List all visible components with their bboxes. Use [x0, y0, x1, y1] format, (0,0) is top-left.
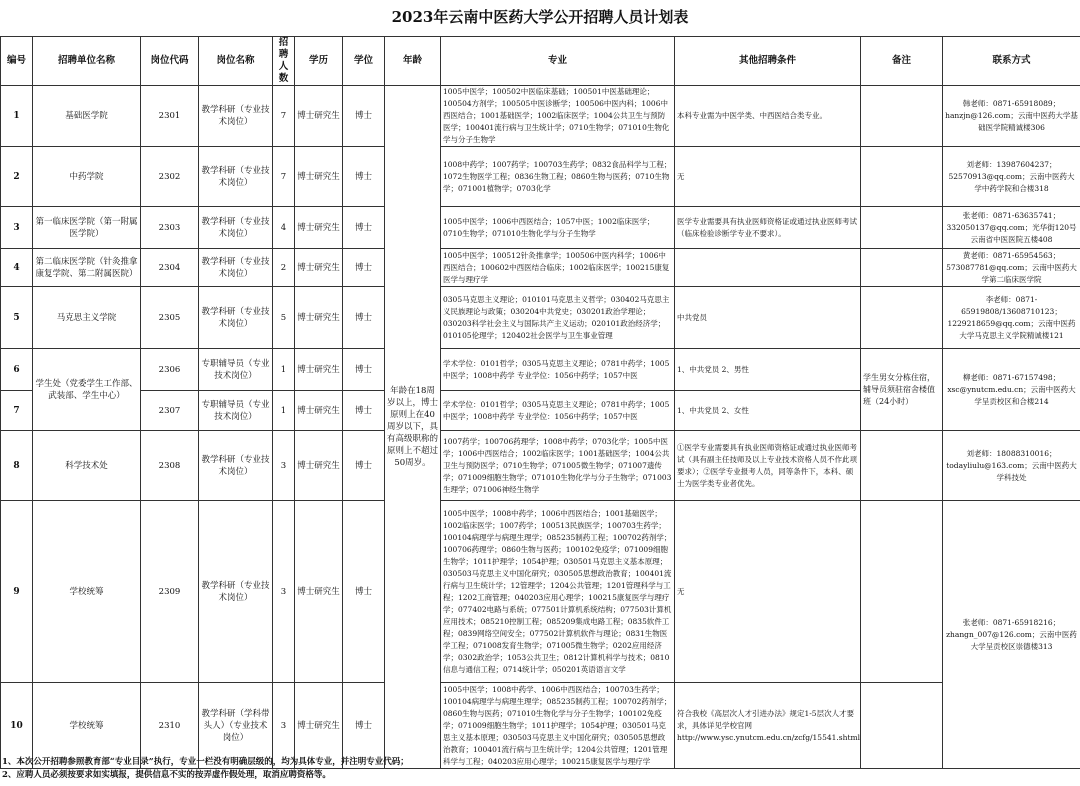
- row-contact: 张老师：0871-65918216；zhangn_007@126.com；云南中医药大学呈贡校区崇德楼313: [943, 501, 1080, 769]
- row-edu: 博士研究生: [295, 683, 343, 769]
- row-code: 2306: [141, 349, 199, 391]
- header-degree: 学位: [343, 37, 385, 86]
- table-row: [1, 249, 1080, 287]
- row-no: 4: [1, 249, 33, 287]
- row-major: 学术学位：0101哲学；0305马克思主义理论；0781中药学；1005中医学；1008中药学 专业学位：1056中药学；1057中医: [441, 349, 675, 391]
- row-count: 1: [273, 349, 295, 391]
- row-edu: 博士研究生: [295, 287, 343, 349]
- row-count: 2: [273, 249, 295, 287]
- header-unit: 招聘单位名称: [33, 37, 141, 86]
- row-major: 1005中医学；1006中西医结合；1057中医；1002临床医学；0710生物学；071010生物化学与分子生物学: [441, 207, 675, 249]
- row-degree: 博士: [343, 287, 385, 349]
- row-degree: 博士: [343, 431, 385, 501]
- row-remark: [861, 249, 943, 287]
- row-unit: 马克思主义学院: [33, 287, 141, 349]
- row-count: 3: [273, 431, 295, 501]
- row-count: 5: [273, 287, 295, 349]
- row-no: 1: [1, 86, 33, 147]
- row-major: 1005中医学；1008中药学、1006中西医结合；100703生药学；100104病理学与病理生理学；085235制药工程；100702药剂学；0860生物与医药；071010生物化学与分子生物学；100102免疫学；071009细胞生物学；1011护理学；1054护理；030501马克思主义基本原理；030503马克思主义中国化研究；030505思想政治教育；100401流行病与卫生统计学；1204公共管理；1201管理科学与工程；040203应用心理学；100215康复医学与理疗学: [441, 683, 675, 769]
- row-major: 1005中医学；100512针灸推拿学；100506中医内科学；1006中西医结合；100602中西医结合临床；1002临床医学；100215康复医学与理疗学: [441, 249, 675, 287]
- header-code: 岗位代码: [141, 37, 199, 86]
- row-major: 1007药学；100706药理学；1008中药学；0703化学；1005中医学；1006中西医结合；1002临床医学；1001基础医学；1004公共卫生与预防医学；0710生物学；071005微生物学；071007遗传学；071009细胞生物学；071010生物化学与分子生物学；071003生理学；071006神经生物学: [441, 431, 675, 501]
- row-degree: 博士: [343, 501, 385, 683]
- row-remark: [861, 501, 943, 683]
- header-contact: 联系方式: [943, 37, 1080, 86]
- row-no: 7: [1, 391, 33, 431]
- row-edu: 博士研究生: [295, 391, 343, 431]
- row-edu: 博士研究生: [295, 147, 343, 207]
- row-no: 8: [1, 431, 33, 501]
- row-post: 教学科研（专业技术岗位）: [199, 249, 273, 287]
- row-edu: 博士研究生: [295, 86, 343, 147]
- recruitment-plan-table: [0, 36, 1080, 769]
- row-contact: 刘老师：13987604237；52570913@qq.com；云南中医药大学中药学院和合楼318: [943, 147, 1080, 207]
- table-row: [1, 501, 1080, 683]
- table-row: [1, 287, 1080, 349]
- table-row: [1, 147, 1080, 207]
- row-code: 2302: [141, 147, 199, 207]
- row-unit: 第二临床医学院（针灸推拿康复学院、第二附属医院）: [33, 249, 141, 287]
- age-requirement: 年龄在18周岁以上，博士原则上在40周岁以下，具有高级职称的原则上不超过50周岁。: [385, 86, 441, 769]
- row-contact: 黄老师：0871-65954563；573087781@qq.com；云南中医药大学第二临床医学院: [943, 249, 1080, 287]
- row-code: 2303: [141, 207, 199, 249]
- row-count: 7: [273, 86, 295, 147]
- row-conditions: 中共党员: [675, 287, 861, 349]
- row-conditions: ①医学专业需要具有执业医师资格证或通过执业医师考试（具有副主任技师及以上专业技术资格人员不作此项要求）；②医学专业报考人员，同等条件下，本科、硕士为医学类专业者优先。: [675, 431, 861, 501]
- row-edu: 博士研究生: [295, 207, 343, 249]
- row-conditions: 无: [675, 147, 861, 207]
- row-no: 9: [1, 501, 33, 683]
- row-remark: [861, 86, 943, 147]
- row-edu: 博士研究生: [295, 501, 343, 683]
- row-edu: 博士研究生: [295, 249, 343, 287]
- header-post: 岗位名称: [199, 37, 273, 86]
- row-remark: 学生男女分栋住宿，辅导员须驻宿舍楼值班（24小时）: [861, 349, 943, 431]
- header-major: 专业: [441, 37, 675, 86]
- row-edu: 博士研究生: [295, 431, 343, 501]
- row-edu: 博士研究生: [295, 349, 343, 391]
- row-code: 2305: [141, 287, 199, 349]
- row-contact: 刘老师：18088310016；todayliulu@163.com；云南中医药大学科技处: [943, 431, 1080, 501]
- row-unit: 学校统筹: [33, 501, 141, 683]
- row-degree: 博士: [343, 349, 385, 391]
- row-code: 2310: [141, 683, 199, 769]
- row-count: 4: [273, 207, 295, 249]
- row-count: 3: [273, 683, 295, 769]
- row-unit: 学校统筹: [33, 683, 141, 769]
- header-no: 编号: [1, 37, 33, 86]
- row-conditions: [675, 249, 861, 287]
- row-no: 6: [1, 349, 33, 391]
- row-remark: [861, 207, 943, 249]
- row-major: 0305马克思主义理论；010101马克思主义哲学；030402马克思主义民族理论与政策；030204中共党史；030201政治学理论；030203科学社会主义与国际共产主义运动；020101政治经济学；010105伦理学；120402社会医学与卫生事业管理: [441, 287, 675, 349]
- header-edu: 学历: [295, 37, 343, 86]
- row-contact: 柳老师：0871-67157498；xsc@ynutcm.edu.cn；云南中医药大学呈贡校区和合楼214: [943, 349, 1080, 431]
- row-unit: 基础医学院: [33, 86, 141, 147]
- row-degree: 博士: [343, 207, 385, 249]
- footnote-1: 1、本次公开招聘参照教育部“专业目录”执行，专业一栏没有明确层级的，均为具体专业，并注明专业代码；: [2, 757, 409, 767]
- row-code: 2309: [141, 501, 199, 683]
- table-row: [1, 349, 1080, 391]
- row-code: 2307: [141, 391, 199, 431]
- row-conditions: 医学专业需要具有执业医师资格证或通过执业医师考试（临床检验诊断学专业不要求）。: [675, 207, 861, 249]
- row-post: 教学科研（专业技术岗位）: [199, 207, 273, 249]
- row-code: 2304: [141, 249, 199, 287]
- row-degree: 博士: [343, 86, 385, 147]
- row-post: 教学科研（专业技术岗位）: [199, 86, 273, 147]
- row-post: 专职辅导员（专业技术岗位）: [199, 391, 273, 431]
- header-row: [1, 37, 1080, 86]
- row-unit: 第一临床医学院（第一附属医学院）: [33, 207, 141, 249]
- row-degree: 博士: [343, 683, 385, 769]
- row-no: 2: [1, 147, 33, 207]
- header-conditions: 其他招聘条件: [675, 37, 861, 86]
- row-contact: 李老师：0871-65919808/13608710123；1229218659@qq.com；云南中医药大学马克思主义学院精诚楼121: [943, 287, 1080, 349]
- row-no: 10: [1, 683, 33, 769]
- row-unit: 科学技术处: [33, 431, 141, 501]
- row-contact: 张老师：0871-63635741；332050137@qq.com；光华街120号云南省中医医院五楼408: [943, 207, 1080, 249]
- row-count: 7: [273, 147, 295, 207]
- row-degree: 博士: [343, 147, 385, 207]
- row-major: 学术学位：0101哲学；0305马克思主义理论；0781中药学；1005中医学；1008中药学 专业学位：1056中药学；1057中医: [441, 391, 675, 431]
- row-unit: 中药学院: [33, 147, 141, 207]
- footnotes: [2, 756, 1078, 782]
- row-post: 教学科研（专业技术岗位）: [199, 501, 273, 683]
- row-conditions: 本科专业需为中医学类、中西医结合类专业。: [675, 86, 861, 147]
- row-contact: 韩老师：0871-65918089；hanzjn@126.com；云南中医药大学基础医学院精诚楼306: [943, 86, 1080, 147]
- row-no: 5: [1, 287, 33, 349]
- table-row: [1, 431, 1080, 501]
- row-conditions: 1、中共党员 2、男性: [675, 349, 861, 391]
- row-post: 专职辅导员（专业技术岗位）: [199, 349, 273, 391]
- row-major: 1008中药学；1007药学；100703生药学；0832食品科学与工程；1072生物医学工程；0836生物工程；0860生物与医药；0710生物学；071001植物学；0703化学: [441, 147, 675, 207]
- row-degree: 博士: [343, 249, 385, 287]
- row-code: 2301: [141, 86, 199, 147]
- row-post: 教学科研（专业技术岗位）: [199, 431, 273, 501]
- row-conditions: 符合我校《高层次人才引进办法》规定1-5层次人才要求，具体详见学校官网 http://www.ysc.ynutcm.edu.cn/zcfg/15541.shtml: [675, 683, 861, 769]
- row-remark: [861, 147, 943, 207]
- row-major: 1005中医学；100502中医临床基础；100501中医基础理论；100504方剂学；100505中医诊断学；100506中医内科；1006中西医结合；1001基础医学；1002临床医学；1004公共卫生与预防医学；100401流行病与卫生统计学；0710生物学；071010生物化学与分子生物学: [441, 86, 675, 147]
- table-row: [1, 86, 1080, 147]
- row-remark: [861, 287, 943, 349]
- row-conditions: 1、中共党员 2、女性: [675, 391, 861, 431]
- row-degree: 博士: [343, 391, 385, 431]
- row-post: 教学科研（学科带头人）（专业技术岗位）: [199, 683, 273, 769]
- footnote-2: 2、应聘人员必须按要求如实填报，提供信息不实的按弄虚作假处理，取消应聘资格等。: [2, 770, 331, 780]
- row-count: 3: [273, 501, 295, 683]
- row-unit: 学生处（党委学生工作部、武装部、学生中心）: [33, 349, 141, 431]
- row-major: 1005中医学；1008中药学；1006中西医结合；1001基础医学；1002临床医学；1007药学；100513民族医学；100703生药学；100104病理学与病理生理学；085235制药工程；100702药剂学；100706药理学；0860生物与医药；100102免疫学；071009细胞生物学；1011护理学；1054护理；030501马克思主义基本原理；030503马克思主义中国化研究；030505思想政治教育；100401流行病与卫生统计学；12管理学；1204公共管理；1201管理科学与工程；1202工商管理；040203应用心理学；100215康复医学与理疗学；077402电路与系统；077501计算机系统结构；077503计算机应用技术；085210控制工程；085209集成电路工程；0835软件工程；0839网络空间安全；077502计算机软件与理论；0831生物医学工程；071008发育生物学；071005微生物学；0202应用经济学；0302政治学；1053公共卫生；0812计算机科学与技术；0810信息与通信工程；0714统计学；050201英语语言文学: [441, 501, 675, 683]
- row-count: 1: [273, 391, 295, 431]
- header-age: 年龄: [385, 37, 441, 86]
- row-post: 教学科研（专业技术岗位）: [199, 147, 273, 207]
- table-row: [1, 207, 1080, 249]
- row-conditions: 无: [675, 501, 861, 683]
- row-code: 2308: [141, 431, 199, 501]
- row-no: 3: [1, 207, 33, 249]
- header-count: 招聘人数: [273, 37, 295, 86]
- row-post: 教学科研（专业技术岗位）: [199, 287, 273, 349]
- header-remark: 备注: [861, 37, 943, 86]
- row-remark: [861, 431, 943, 501]
- page-title: 2023年云南中医药大学公开招聘人员计划表: [391, 8, 689, 26]
